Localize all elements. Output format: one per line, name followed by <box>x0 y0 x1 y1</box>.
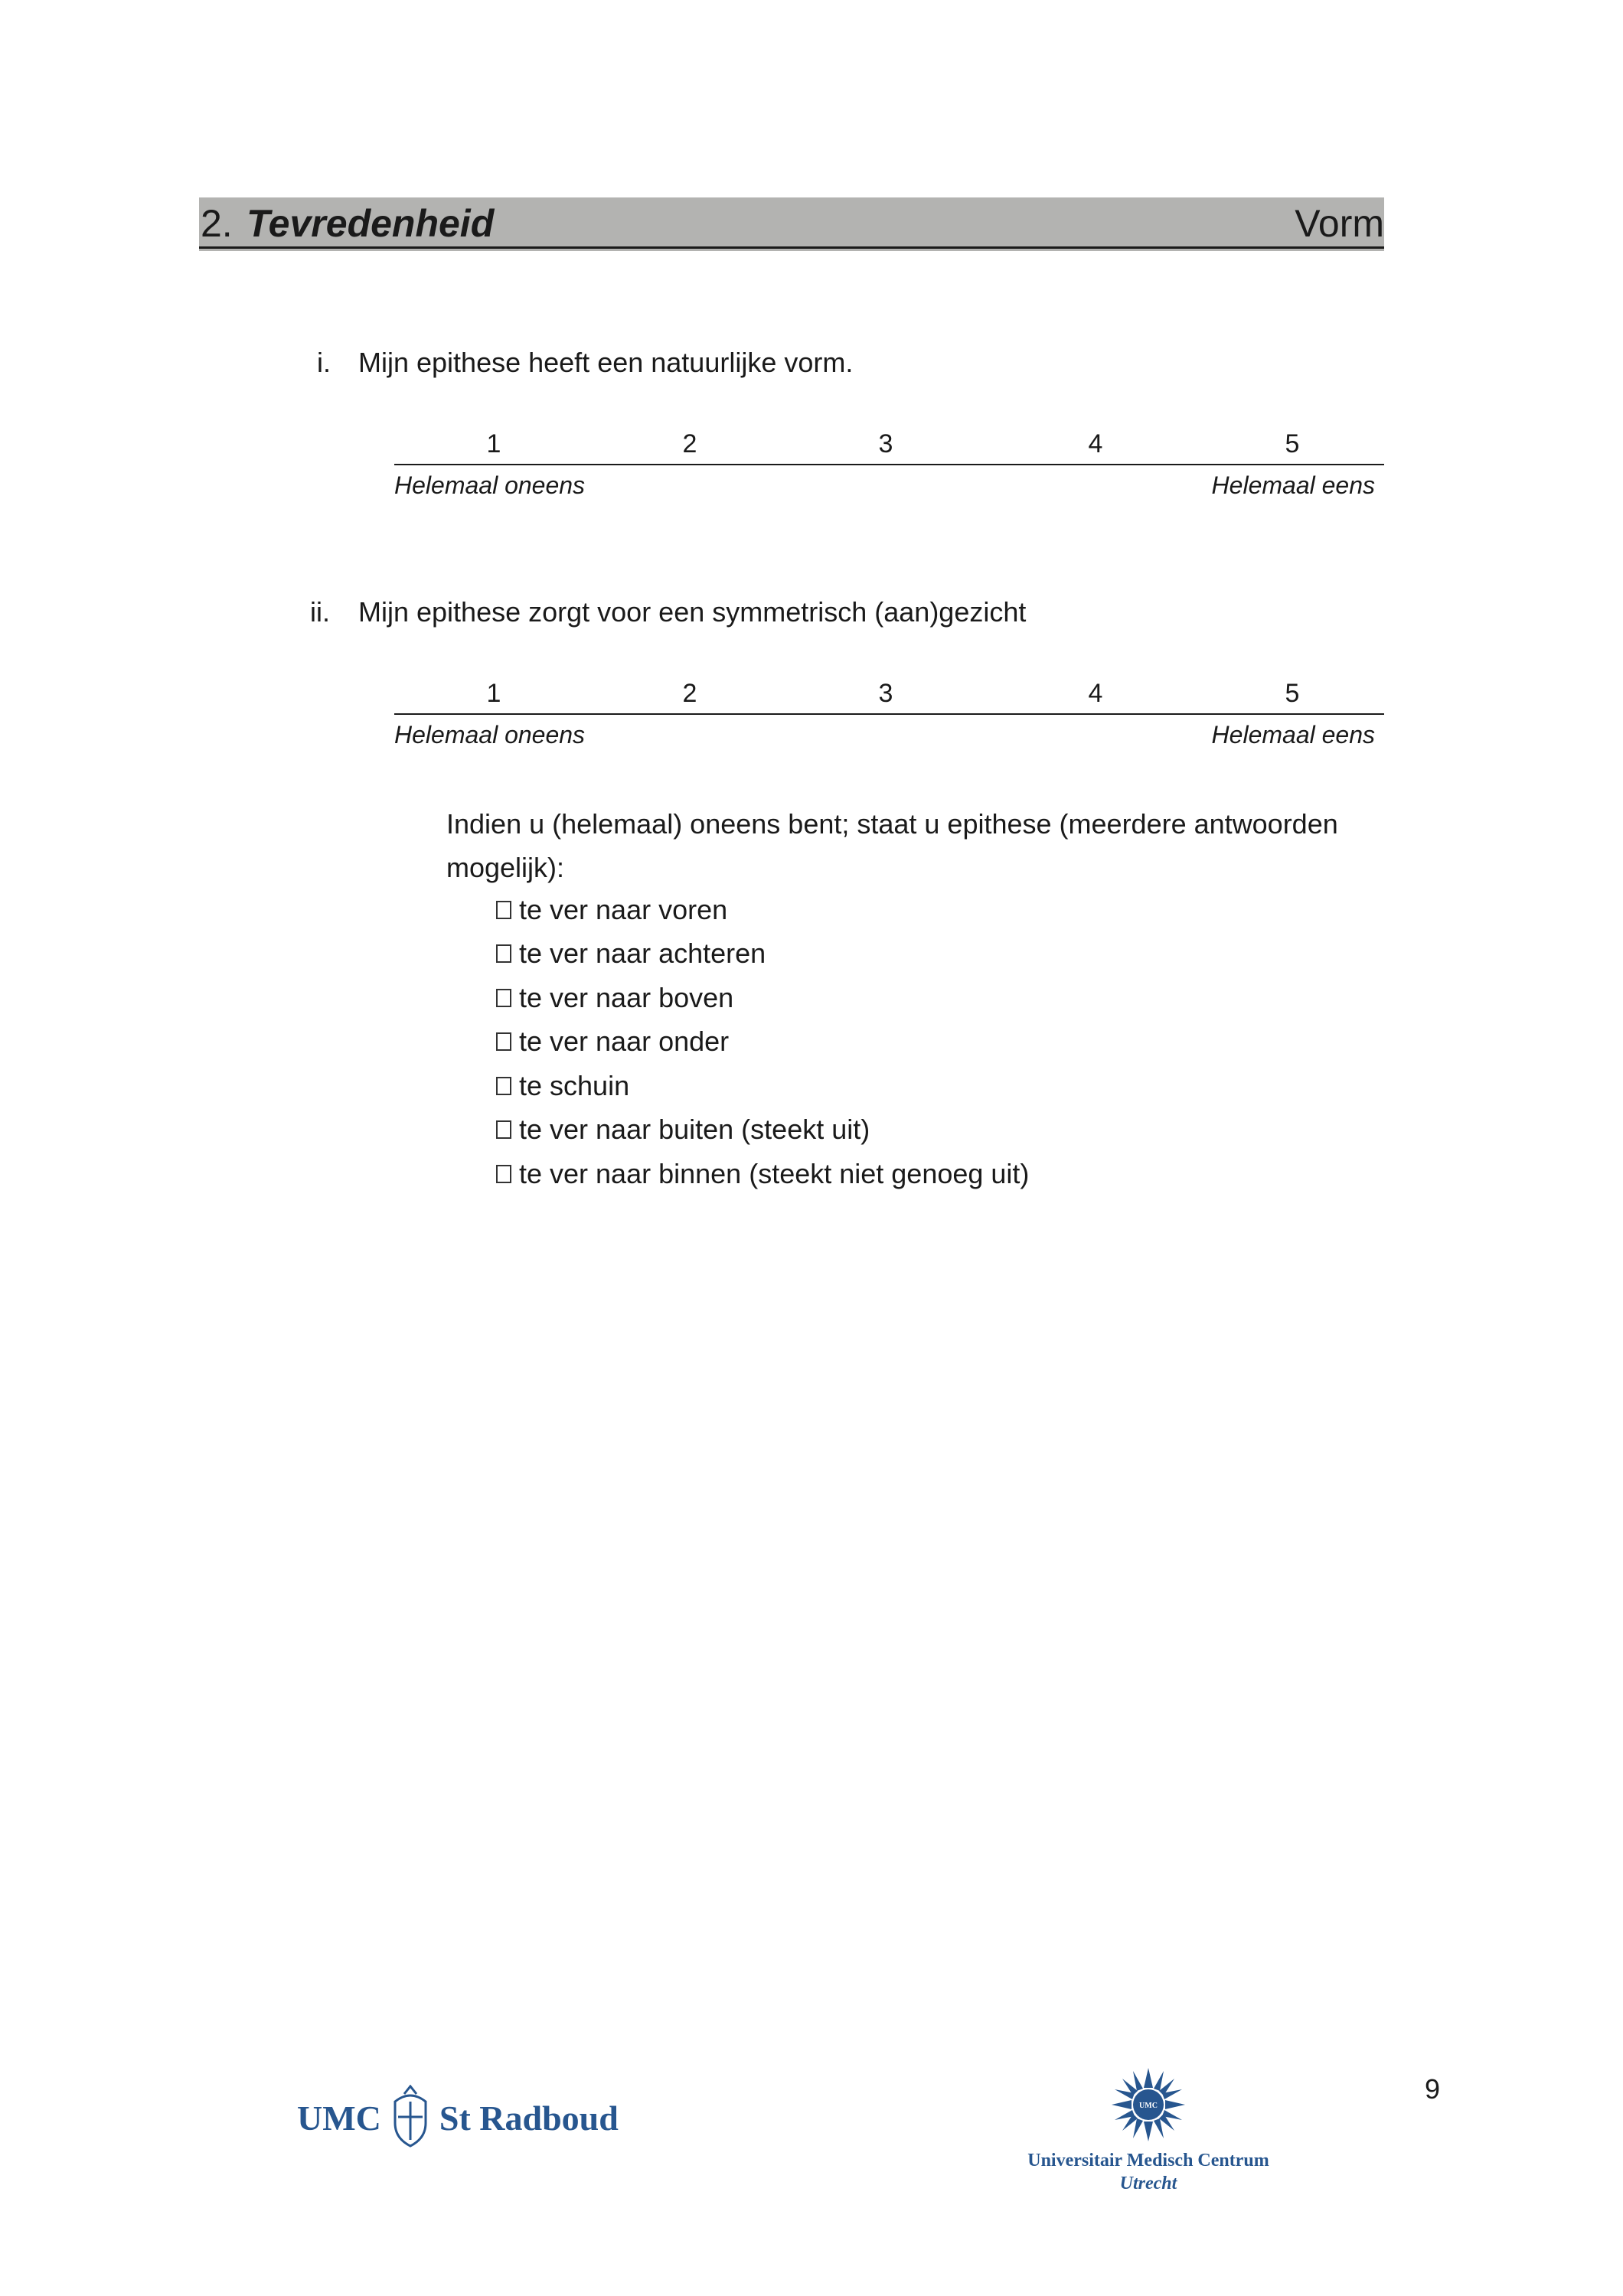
logo-radboud-text: St Radboud <box>439 2098 619 2138</box>
option-item[interactable] <box>496 888 1029 932</box>
scale-option-2[interactable]: 2 <box>682 679 697 708</box>
option-label: te ver naar buiten (steekt uit) <box>519 1114 870 1146</box>
option-label: te ver naar onder <box>519 1026 730 1058</box>
logo-utrecht-name: Universitair Medisch Centrum <box>1027 2151 1269 2170</box>
section-title: Tevredenheid <box>247 202 495 245</box>
question-2-number: ii. <box>310 596 330 628</box>
option-item[interactable] <box>496 1020 1029 1065</box>
umc-st-radboud-logo <box>297 2083 619 2152</box>
checkbox-icon[interactable] <box>496 1032 511 1051</box>
scale-option-5[interactable]: 5 <box>1285 679 1300 708</box>
scale-option-1[interactable]: 1 <box>486 429 501 458</box>
scale-line <box>394 464 1384 465</box>
question-1-likert-scale <box>394 421 1384 505</box>
question-2-likert-scale <box>394 670 1384 755</box>
option-label: te schuin <box>519 1069 630 1101</box>
checkbox-icon[interactable] <box>496 944 511 963</box>
scale-option-1[interactable]: 1 <box>486 679 501 708</box>
scale-line <box>394 713 1384 715</box>
followup-options-list <box>496 888 1029 1196</box>
option-item[interactable] <box>496 1108 1029 1153</box>
logo-utrecht-city: Utrecht <box>1119 2174 1177 2193</box>
scale-option-4[interactable]: 4 <box>1088 429 1103 458</box>
logo-umc-text: UMC <box>297 2098 381 2138</box>
question-2-text: Mijn epithese zorgt voor een symmetrisch (aan)gezicht <box>358 596 1027 628</box>
umc-utrecht-logo <box>1011 2066 1286 2197</box>
scale-right-label: Helemaal eens <box>1211 471 1375 499</box>
crest-icon <box>389 2085 432 2151</box>
scale-right-label: Helemaal eens <box>1211 721 1375 748</box>
section-number: 2. <box>201 202 233 245</box>
followup-prompt: Indien u (helemaal) oneens bent; staat u epithese (meerdere antwoorden mogelijk): <box>446 808 1338 883</box>
checkbox-icon[interactable] <box>496 901 511 919</box>
scale-left-label: Helemaal oneens <box>394 721 586 748</box>
section-header-rule <box>199 246 1384 249</box>
option-item[interactable] <box>496 976 1029 1020</box>
scale-option-5[interactable]: 5 <box>1285 429 1300 458</box>
question-1-number: i. <box>317 347 331 378</box>
option-item[interactable] <box>496 1152 1029 1196</box>
question-1-text: Mijn epithese heeft een natuurlijke vorm. <box>358 347 854 378</box>
option-item[interactable] <box>496 1064 1029 1108</box>
section-subject: Vorm <box>1295 202 1384 245</box>
option-label: te ver naar binnen (steekt niet genoeg uit) <box>519 1157 1030 1189</box>
sun-emblem-icon <box>1110 2066 1187 2143</box>
checkbox-icon[interactable] <box>496 989 511 1007</box>
option-label: te ver naar boven <box>519 981 734 1013</box>
option-label: te ver naar voren <box>519 893 728 925</box>
page-number: 9 <box>1425 2073 1441 2105</box>
scale-left-label: Helemaal oneens <box>394 471 586 499</box>
option-item[interactable] <box>496 932 1029 977</box>
checkbox-icon[interactable] <box>496 1120 511 1139</box>
checkbox-icon[interactable] <box>496 1165 511 1183</box>
scale-option-3[interactable]: 3 <box>878 429 893 458</box>
option-label: te ver naar achteren <box>519 938 766 970</box>
scale-option-3[interactable]: 3 <box>878 679 893 708</box>
checkbox-icon[interactable] <box>496 1077 511 1095</box>
scale-option-2[interactable]: 2 <box>682 429 697 458</box>
sun-badge-text: UMC <box>1139 2102 1158 2110</box>
scale-option-4[interactable]: 4 <box>1088 679 1103 708</box>
